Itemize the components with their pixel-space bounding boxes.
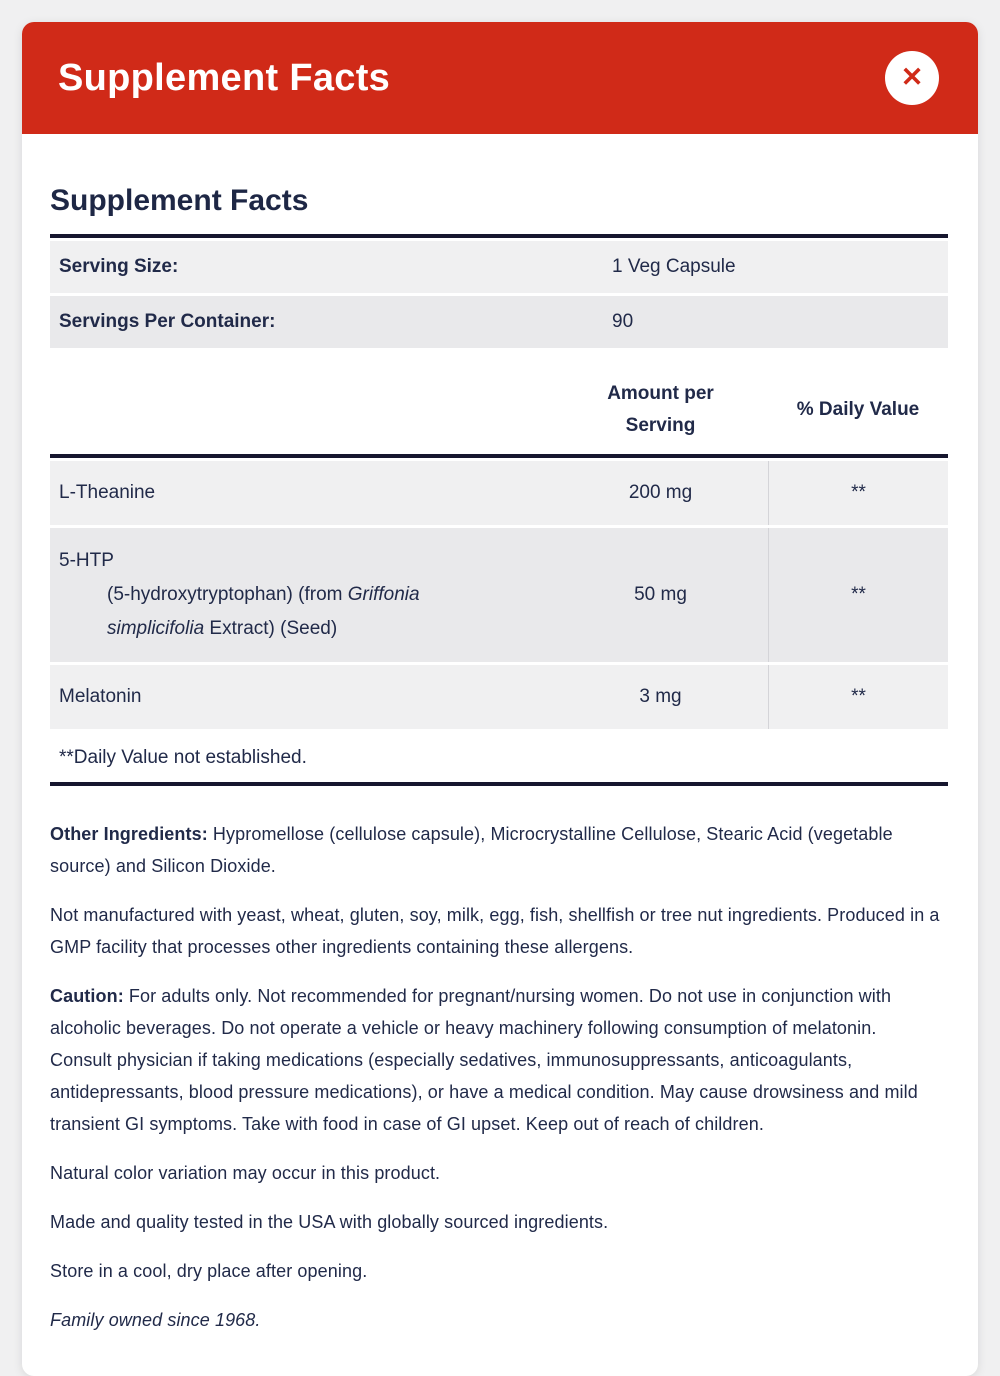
color-variation-note: Natural color variation may occur in this product. — [50, 1163, 441, 1183]
five-htp-species-italic: simplicifolia — [107, 618, 205, 639]
five-htp-name: 5-HTP — [59, 550, 114, 571]
l-theanine-row — [50, 461, 948, 525]
nutrient-name-column-spacer — [50, 378, 553, 442]
nutrient-amount: 200 mg — [628, 482, 693, 503]
daily-value-column-header: % Daily Value — [796, 399, 920, 420]
amount-per-serving-column-header — [553, 378, 768, 442]
amount-header-line2: Serving — [625, 415, 696, 436]
allergen-statement: Not manufactured with yeast, wheat, gluten, soy, milk, egg, fish, shellfish or tree nut ingredients. Produced in a GMP facility that processes other ingredients containing these allergens. — [50, 905, 940, 957]
melatonin-row — [50, 665, 948, 729]
other-ingredients-text: Hypromellose (cellulose capsule), Microcrystalline Cellulose, Stearic Acid (vegetable source) and Silicon Dioxide. — [50, 824, 893, 876]
modal-title: Supplement Facts — [58, 56, 391, 99]
nutrient-name — [50, 665, 553, 729]
nutrient-daily-value: ** — [768, 461, 948, 525]
nutrient-daily-value: ** — [768, 528, 948, 662]
five-htp-detail-normal2: Extract) (Seed) — [204, 618, 338, 639]
serving-info-table — [50, 234, 948, 348]
close-icon: ✕ — [900, 61, 924, 92]
servings-per-container-value: 90 — [612, 311, 634, 332]
serving-size-label: Serving Size: — [59, 256, 179, 277]
caution-label: Caution: — [50, 986, 124, 1006]
daily-value-footnote: **Daily Value not established. — [59, 747, 307, 768]
supplement-facts-modal — [22, 22, 978, 1376]
family-owned-note: Family owned since 1968. — [50, 1310, 261, 1330]
modal-body — [22, 134, 978, 1376]
caution-text: For adults only. Not recommended for pregnant/nursing women. Do not use in conjunction with alcoholic beverages. Do not operate a vehicle or heavy machinery following consumption of melatonin. Consult physician if taking medications (especially sedatives, immunosuppressants, anticoagulants, antidepressants, blood pressure medications), or have a medical condition. May cause drowsiness and mild transient GI symptoms. Take with food in case of GI upset. Keep out of reach of children. — [50, 986, 918, 1134]
nutrient-table-header — [50, 378, 948, 442]
five-htp-detail-line2 — [59, 612, 553, 646]
serving-size-row — [50, 241, 948, 293]
five-htp-row — [50, 528, 948, 662]
serving-size-value: 1 Veg Capsule — [612, 256, 736, 277]
servings-per-container-row — [50, 296, 948, 348]
five-htp-detail-normal: (5-hydroxytryptophan) (from — [107, 584, 348, 605]
section-heading: Supplement Facts — [50, 184, 309, 217]
table-bottom-border — [50, 782, 948, 786]
servings-per-container-label: Servings Per Container: — [59, 311, 276, 332]
five-htp-genus-italic: Griffonia — [347, 584, 420, 605]
made-in-usa-note: Made and quality tested in the USA with globally sourced ingredients. — [50, 1212, 609, 1232]
close-button[interactable] — [885, 51, 939, 105]
nutrient-name — [50, 461, 553, 525]
other-ingredients-paragraph — [50, 818, 942, 882]
page-background — [0, 22, 1000, 1376]
nutrient-name — [50, 528, 553, 662]
caution-paragraph — [50, 980, 942, 1140]
nutrient-amount: 50 mg — [634, 584, 687, 605]
l-theanine-name: L-Theanine — [59, 482, 156, 503]
other-ingredients-label: Other Ingredients: — [50, 824, 208, 844]
nutrient-amount: 3 mg — [639, 686, 682, 707]
modal-header — [22, 22, 978, 134]
melatonin-name: Melatonin — [59, 686, 142, 707]
nutrient-daily-value: ** — [768, 665, 948, 729]
five-htp-detail-line1 — [59, 578, 553, 612]
storage-note: Store in a cool, dry place after opening. — [50, 1261, 368, 1281]
nutrient-table — [50, 454, 948, 786]
amount-header-line1: Amount per — [607, 383, 714, 404]
